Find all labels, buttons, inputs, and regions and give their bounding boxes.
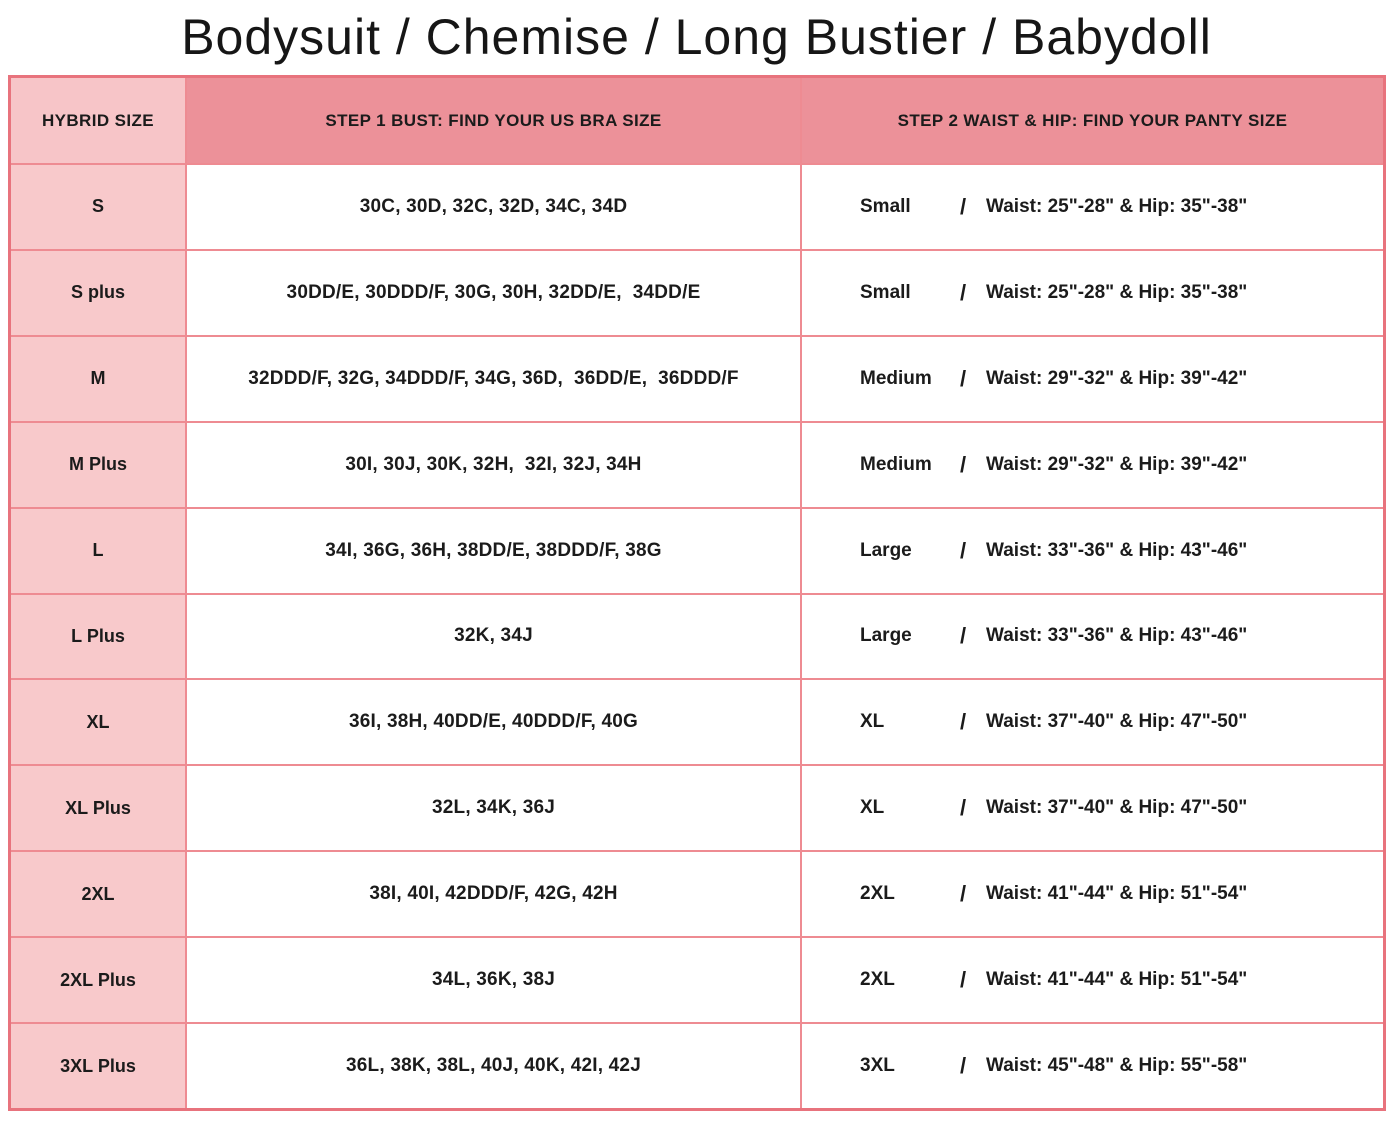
hybrid-size-cell: M [11,337,187,421]
bra-sizes-cell: 32L, 34K, 36J [187,766,802,850]
table-row [11,1022,1383,1108]
header-cell-panty: STEP 2 WAIST & HIP: FIND YOUR PANTY SIZE [802,78,1383,163]
bra-sizes-cell: 32K, 34J [187,595,802,679]
panty-measurements: Waist: 37"-40" & Hip: 47"-50" [986,711,1248,733]
panty-measurements: Waist: 29"-32" & Hip: 39"-42" [986,367,1248,389]
hybrid-size-cell: XL Plus [11,766,187,850]
size-chart-table [8,75,1386,1111]
table-row [11,678,1383,764]
table-row [11,335,1383,421]
panty-size-cell [802,1024,1383,1108]
slash-divider: / [960,279,967,305]
hybrid-size-cell: S plus [11,251,187,335]
slash-divider: / [960,193,967,219]
slash-divider: / [960,451,967,477]
panty-size-label: XL [860,797,885,819]
panty-size-label: Large [860,625,912,647]
hybrid-size-cell: XL [11,680,187,764]
bra-sizes-cell: 30C, 30D, 32C, 32D, 34C, 34D [187,165,802,249]
table-row [11,421,1383,507]
slash-divider: / [960,537,967,563]
slash-divider: / [960,709,967,735]
table-row [11,850,1383,936]
panty-measurements: Waist: 33"-36" & Hip: 43"-46" [986,539,1248,561]
panty-size-cell [802,595,1383,679]
slash-divider: / [960,881,967,907]
panty-size-label: Large [860,539,912,561]
slash-divider: / [960,795,967,821]
panty-measurements: Waist: 29"-32" & Hip: 39"-42" [986,453,1248,475]
panty-size-label: 2XL [860,883,895,905]
hybrid-size-cell: 2XL [11,852,187,936]
panty-measurements: Waist: 33"-36" & Hip: 43"-46" [986,625,1248,647]
page-title: Bodysuit / Chemise / Long Bustier / Babydoll [181,9,1212,65]
bra-sizes-cell: 34I, 36G, 36H, 38DD/E, 38DDD/F, 38G [187,509,802,593]
hybrid-size-cell: L Plus [11,595,187,679]
panty-size-label: 3XL [860,1055,895,1077]
panty-size-cell [802,852,1383,936]
panty-measurements: Waist: 25"-28" & Hip: 35"-38" [986,281,1248,303]
panty-size-cell [802,165,1383,249]
bra-sizes-cell: 30DD/E, 30DDD/F, 30G, 30H, 32DD/E, 34DD/E [187,251,802,335]
slash-divider: / [960,967,967,993]
hybrid-size-cell: 3XL Plus [11,1024,187,1108]
panty-size-cell [802,251,1383,335]
panty-measurements: Waist: 41"-44" & Hip: 51"-54" [986,883,1248,905]
table-row [11,249,1383,335]
slash-divider: / [960,1053,967,1079]
hybrid-size-cell: 2XL Plus [11,938,187,1022]
panty-size-label: Medium [860,453,932,475]
bra-sizes-cell: 32DDD/F, 32G, 34DDD/F, 34G, 36D, 36DD/E, 36DDD/F [187,337,802,421]
panty-size-cell [802,680,1383,764]
panty-measurements: Waist: 45"-48" & Hip: 55"-58" [986,1055,1248,1077]
panty-measurements: Waist: 41"-44" & Hip: 51"-54" [986,969,1248,991]
hybrid-size-cell: S [11,165,187,249]
panty-measurements: Waist: 37"-40" & Hip: 47"-50" [986,797,1248,819]
panty-size-label: Medium [860,367,932,389]
slash-divider: / [960,623,967,649]
bra-sizes-cell: 36L, 38K, 38L, 40J, 40K, 42I, 42J [187,1024,802,1108]
table-row [11,163,1383,249]
hybrid-size-cell: L [11,509,187,593]
bra-sizes-cell: 30I, 30J, 30K, 32H, 32I, 32J, 34H [187,423,802,507]
panty-size-label: 2XL [860,969,895,991]
slash-divider: / [960,365,967,391]
panty-measurements: Waist: 25"-28" & Hip: 35"-38" [986,195,1248,217]
panty-size-cell [802,423,1383,507]
hybrid-size-cell: M Plus [11,423,187,507]
panty-size-label: XL [860,711,885,733]
bra-sizes-cell: 36I, 38H, 40DD/E, 40DDD/F, 40G [187,680,802,764]
table-row [11,936,1383,1022]
header-row [11,78,1383,163]
bra-sizes-cell: 38I, 40I, 42DDD/F, 42G, 42H [187,852,802,936]
table-row [11,507,1383,593]
table-row [11,764,1383,850]
panty-size-label: Small [860,195,911,217]
panty-size-cell [802,337,1383,421]
header-cell-hybrid-size: HYBRID SIZE [11,78,187,163]
table-row [11,593,1383,679]
panty-size-cell [802,766,1383,850]
panty-size-cell [802,938,1383,1022]
header-cell-bust: STEP 1 BUST: FIND YOUR US BRA SIZE [187,78,802,163]
panty-size-cell [802,509,1383,593]
panty-size-label: Small [860,281,911,303]
bra-sizes-cell: 34L, 36K, 38J [187,938,802,1022]
